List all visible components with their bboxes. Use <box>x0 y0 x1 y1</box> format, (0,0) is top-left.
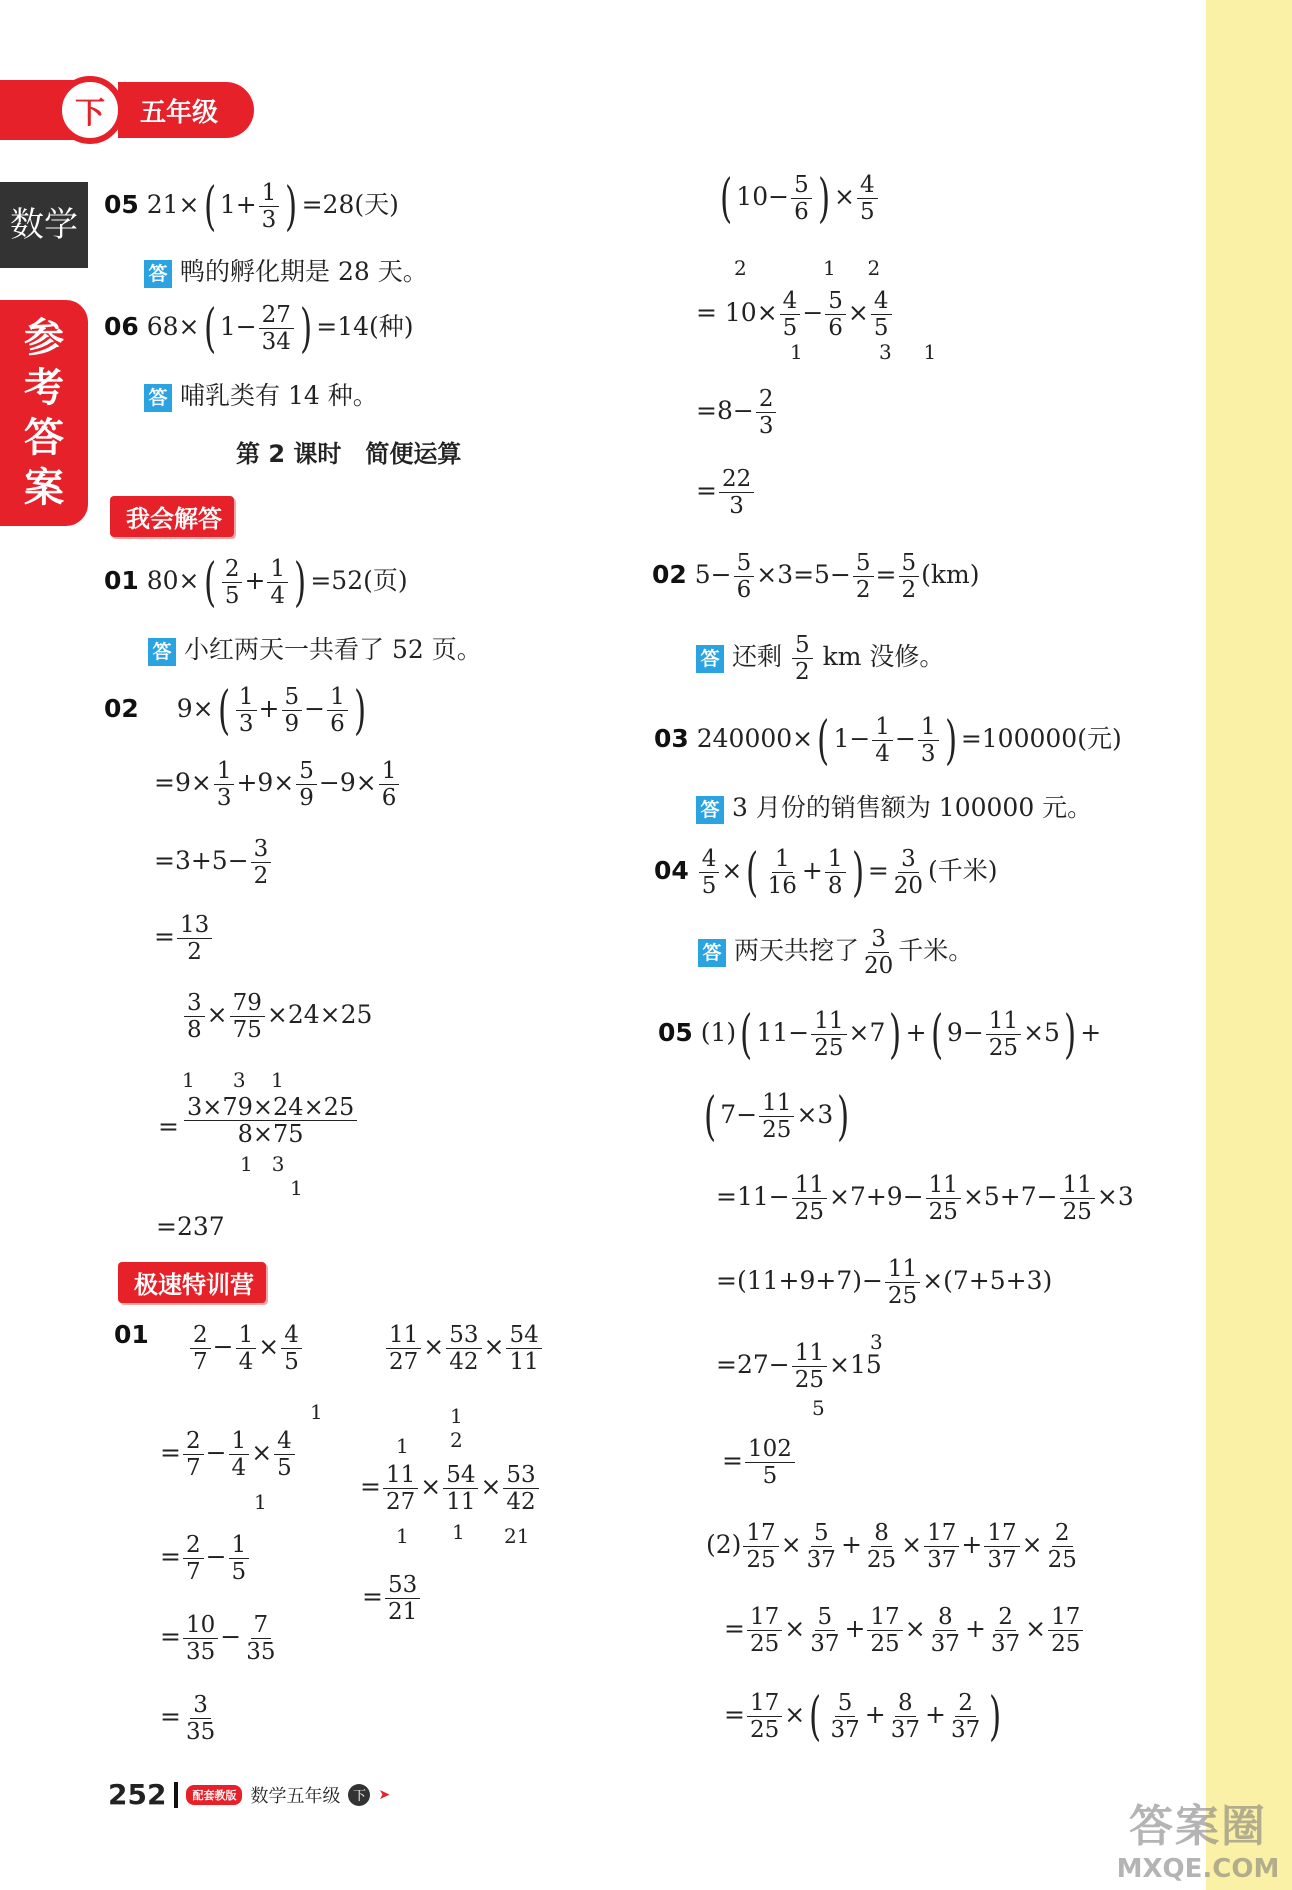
expr-text: (千米) <box>928 856 998 885</box>
right-q05-p2-line3: = $\frac{17}{25}$ ×( $\frac{5}{37}$ + $\frac{8}{37}$ + $\frac{2}{37}$ ) <box>724 1686 1002 1747</box>
fraction: $\frac{11}{25}$ <box>792 1340 827 1393</box>
answer-icon: 答 <box>144 384 172 412</box>
subject-side-label <box>0 182 88 268</box>
fraction: $\frac{3}{35}$ <box>185 1692 216 1745</box>
expr-text: ×24×25 <box>266 1000 373 1029</box>
fraction: $\frac{17}{25}$ <box>747 1604 782 1657</box>
fraction: $\frac{17}{25}$ <box>1048 1604 1083 1657</box>
fraction: $\frac{3}{2}$ <box>251 836 272 889</box>
right-q03-answer <box>696 788 1092 824</box>
s1-q01-answer <box>148 630 482 666</box>
question-number: 04 <box>654 856 689 885</box>
fraction: $\frac{17}{37}$ <box>984 1520 1019 1573</box>
section-badge-training: 极速特训营 <box>118 1262 266 1303</box>
s1-q02-line6 <box>182 1094 359 1147</box>
page-footer <box>108 1778 390 1811</box>
fraction: $\frac{1}{3}$ <box>214 758 235 811</box>
expr-text: 1− <box>833 724 871 753</box>
expr-text: ×7 <box>848 1018 886 1047</box>
fraction: $\frac{17}{25}$ <box>867 1604 902 1657</box>
fraction: $\frac{3}{20}$ <box>864 926 894 979</box>
expr-text: 240000× <box>696 724 814 753</box>
cancel-mark: 1 <box>450 1404 463 1428</box>
fraction: $\frac{1}{3}$ <box>259 180 280 233</box>
grade-label: 五年级 <box>118 82 254 138</box>
fraction: $\frac{4}{5}$ <box>699 846 720 899</box>
fraction: $\frac{1}{3}$ <box>918 714 939 767</box>
fraction: $\frac{27}{34}$ <box>259 302 294 355</box>
s2-q01a-line4: = $\frac{10}{35}$ − $\frac{7}{35}$ <box>160 1612 280 1665</box>
expr-text: 68× <box>146 312 200 341</box>
expr-text: =52(页) <box>310 566 408 595</box>
expr-text: = <box>722 1446 743 1475</box>
expr-text: 9− <box>946 1018 984 1047</box>
left-q05-expression: 05 21×( 1+ $\frac{1}{3}$ ) =28(天) <box>104 176 399 237</box>
s2-q01b-line3: = $\frac{53}{21}$ <box>362 1572 422 1625</box>
fraction: $\frac{5}{6}$ <box>791 172 812 225</box>
fraction: $\frac{1}{5}$ <box>229 1532 250 1585</box>
expr-text: 11− <box>756 1018 810 1047</box>
right-q05-p1-line1: 05 (1)( 11− $\frac{11}{25}$ ×7) +( 9− $\frac{11}{25}$ ×5) + <box>658 1004 1102 1065</box>
expr-text: × <box>829 1350 850 1379</box>
fraction: $\frac{8}{37}$ <box>890 1690 920 1743</box>
fraction: $\frac{13}{2}$ <box>177 912 212 965</box>
fraction: $\frac{2}{37}$ <box>950 1690 981 1743</box>
fraction: $\frac{7}{35}$ <box>246 1612 276 1665</box>
answer-text: 两天共挖了 <box>734 936 860 965</box>
s1-q02-line6-eq: = <box>158 1112 179 1141</box>
s1-q02-line3 <box>154 836 273 889</box>
expr-text: =11− <box>716 1182 790 1211</box>
fraction: $\frac{11}{25}$ <box>986 1008 1021 1061</box>
expr-text: ×5+7− <box>962 1182 1058 1211</box>
fraction: $\frac{11}{25}$ <box>792 1172 827 1225</box>
fraction: $\frac{8}{37}$ <box>930 1604 960 1657</box>
answer-text: 千米。 <box>898 936 974 965</box>
arrow-icon: ➤ <box>378 1786 391 1803</box>
expr-text: (km) <box>921 560 980 589</box>
expr-text: =28(天) <box>301 190 399 219</box>
right-q02-expression <box>652 550 980 603</box>
expr-text: 21× <box>146 190 200 219</box>
left-q06-answer <box>144 376 378 412</box>
answer-text: 鸭的孵化期是 28 天。 <box>180 257 428 286</box>
fraction: $\frac{11}{25}$ <box>811 1008 846 1061</box>
fraction: $\frac{5}{9}$ <box>296 758 317 811</box>
question-number: 05 <box>104 190 139 219</box>
s2-q01a-line3: = $\frac{2}{7}$ − $\frac{1}{5}$ <box>160 1532 251 1585</box>
fraction: $\frac{5}{37}$ <box>806 1520 836 1573</box>
volume-badge: 下 <box>56 76 124 144</box>
right-q05-p1-line3 <box>716 1172 1134 1225</box>
expr-text: ×3 <box>796 1100 834 1129</box>
expr-text: + <box>244 566 266 595</box>
expr-text: + <box>905 1018 927 1047</box>
expr-text: ×3 <box>1096 1182 1134 1211</box>
expr-text: 10 <box>724 298 757 327</box>
expr-text: 15 <box>849 1350 882 1379</box>
expr-text: =3+5− <box>154 846 249 875</box>
fraction: $\frac{5}{2}$ <box>853 550 874 603</box>
fraction: $\frac{11}{25}$ <box>759 1090 794 1143</box>
expr-text: +9× <box>236 768 295 797</box>
fraction: $\frac{10}{35}$ <box>183 1612 218 1665</box>
question-number: 02 <box>104 694 139 723</box>
expr-text: 1− <box>219 312 257 341</box>
watermark-url: MXQE.COM <box>1116 1854 1280 1884</box>
answer-icon: 答 <box>696 645 724 673</box>
fraction: $\frac{2}{25}$ <box>1047 1520 1077 1573</box>
question-number: 03 <box>654 724 689 753</box>
expr-text: + <box>1080 1018 1102 1047</box>
left-q06-expression: 06 68×( 1− $\frac{27}{34}$ ) =14(种) <box>104 298 414 359</box>
fraction: $\frac{5}{6}$ <box>734 550 755 603</box>
s2-q01b-line2: = $\frac{11}{27}$ × $\frac{54}{11}$ × $\frac{53}{42}$ <box>360 1462 541 1515</box>
divider <box>174 1782 178 1808</box>
fraction: $\frac{5}{6}$ <box>825 288 846 341</box>
question-number: 01 <box>114 1320 149 1349</box>
fraction: $\frac{1}{4}$ <box>236 1322 257 1375</box>
cancel-marks-bottom2: 1 <box>290 1176 303 1200</box>
fraction: $\frac{53}{21}$ <box>385 1572 420 1625</box>
answer-text: 3 月份的销售额为 100000 元。 <box>732 793 1093 822</box>
yellow-margin-strip <box>1206 0 1292 1890</box>
expr-text: =27− <box>716 1350 790 1379</box>
fraction: $\frac{1}{6}$ <box>327 684 348 737</box>
answer-icon: 答 <box>698 939 726 967</box>
watermark-logo: 答案圈 <box>1129 1801 1267 1852</box>
cancel-mark: 2 <box>450 1428 463 1452</box>
fraction: $\frac{1}{4}$ <box>229 1428 250 1481</box>
s2-q01a-line5: = $\frac{3}{35}$ <box>160 1692 220 1745</box>
fraction: $\frac{4}{5}$ <box>857 172 878 225</box>
fraction: $\frac{1}{6}$ <box>379 758 400 811</box>
expr-text: ×5 <box>1023 1018 1060 1047</box>
fraction: $\frac{2}{7}$ <box>183 1532 204 1585</box>
fraction: $\frac{2}{7}$ <box>183 1428 204 1481</box>
expr-text: =9× <box>154 768 212 797</box>
answer-text: km 没修。 <box>822 642 945 671</box>
fraction: $\frac{17}{37}$ <box>924 1520 959 1573</box>
right-q05-p2-line1: (2) $\frac{17}{25}$ × $\frac{5}{37}$ + $\frac{8}{25}$ × $\frac{17}{37}$ + $\frac{17}{37}$ × $\frac{2}{25}$ <box>706 1520 1082 1573</box>
r-line3 <box>696 466 756 519</box>
r-line2 <box>696 386 778 439</box>
fraction: $\frac{102}{5}$ <box>745 1436 795 1489</box>
fraction: $\frac{3}{20}$ <box>893 846 924 899</box>
cancel-mark: 1 <box>254 1490 267 1514</box>
answer-text: 小红两天一共看了 52 页。 <box>184 635 482 664</box>
r-line0: ( 10− $\frac{5}{6}$ ) × $\frac{4}{5}$ <box>716 172 880 225</box>
expr-text: −9× <box>318 768 377 797</box>
s2-q01b-line1: $\frac{11}{27}$ × $\frac{53}{42}$ × $\frac{54}{11}$ <box>384 1322 544 1375</box>
fraction: $\frac{5}{37}$ <box>810 1604 840 1657</box>
right-q05-p1-line5 <box>716 1340 882 1393</box>
fraction: $\frac{3}{8}$ <box>184 990 205 1043</box>
fraction: $\frac{79}{75}$ <box>230 990 265 1043</box>
expr-text: (1) <box>700 1018 737 1047</box>
expr-text: 80× <box>146 566 200 595</box>
s1-q02-line5: $\frac{3}{8}$ × $\frac{79}{75}$ ×24×25 <box>182 990 372 1043</box>
s2-q01a-line2: = $\frac{2}{7}$ − $\frac{1}{4}$ × $\frac{4}{5}$ <box>160 1428 297 1481</box>
s2-q01a-line1: $\frac{2}{7}$ − $\frac{1}{4}$ × $\frac{4}{5}$ <box>188 1322 304 1375</box>
right-q05-p2-line2: = $\frac{17}{25}$ × $\frac{5}{37}$ + $\frac{17}{25}$ × $\frac{8}{37}$ + $\frac{2}{37}$ × $\frac{17}{25}$ <box>724 1604 1085 1657</box>
fraction: $\frac{2}{7}$ <box>190 1322 211 1375</box>
expr-text: = <box>696 476 717 505</box>
expr-text: × <box>834 182 855 211</box>
expr-text: − <box>894 724 916 753</box>
fraction: $\frac{4}{5}$ <box>281 1322 302 1375</box>
side-char: 案 <box>24 465 64 511</box>
expr-text: =14(种) <box>316 312 414 341</box>
expr-text: = <box>154 922 175 951</box>
expr-text: =100000(元) <box>960 724 1122 753</box>
fraction: $\frac{4}{5}$ <box>274 1428 295 1481</box>
expr-text: + <box>801 856 823 885</box>
section-badge-answer: 我会解答 <box>110 496 234 537</box>
lesson-title: 第 2 课时 简便运算 <box>236 440 462 468</box>
s1-q01-expression: 01 80×( $\frac{2}{5}$ + $\frac{1}{4}$ ) =52(页) <box>104 552 408 613</box>
cancel-mark: 1 <box>396 1434 409 1458</box>
expr-text: 10− <box>736 182 790 211</box>
fraction: $\frac{8}{25}$ <box>866 1520 897 1573</box>
fraction: $\frac{53}{42}$ <box>503 1462 538 1515</box>
question-number: 01 <box>104 566 139 595</box>
cancel-marks-bottom: 1 3 <box>240 1152 285 1176</box>
fraction: $\frac{11}{27}$ <box>386 1322 421 1375</box>
s1-q02-line1: 02 9×( $\frac{1}{3}$ + $\frac{5}{9}$ − $\frac{1}{6}$ ) <box>104 680 366 741</box>
left-q05-answer <box>144 252 428 288</box>
expr-text: = <box>696 298 717 327</box>
side-char: 考 <box>24 365 64 411</box>
reference-answers-side-tab <box>0 300 88 526</box>
fraction: $\frac{54}{11}$ <box>506 1322 541 1375</box>
subject-text: 数学 <box>10 205 78 245</box>
expr-text: 5− <box>694 560 732 589</box>
cancel-mark: 1 <box>396 1524 409 1548</box>
expr-text: ×(7+5+3) <box>922 1266 1053 1295</box>
expr-text: ×3=5− <box>756 560 851 589</box>
fraction: $\frac{1}{4}$ <box>872 714 893 767</box>
cancel-mark: 21 <box>504 1524 530 1548</box>
fraction: $\frac{17}{25}$ <box>743 1520 778 1573</box>
expr-text: = <box>875 560 897 589</box>
cancel-mark: 1 <box>310 1400 323 1424</box>
fraction: $\frac{3\times 79\times 24\times 25}{8\times 75}$ <box>184 1094 357 1147</box>
book-title: 数学五年级 <box>250 1785 341 1807</box>
side-char: 答 <box>24 415 64 461</box>
fraction: $\frac{2}{5}$ <box>222 556 243 609</box>
fraction: $\frac{1}{16}$ <box>767 846 797 899</box>
fraction: $\frac{2}{37}$ <box>990 1604 1021 1657</box>
expr-text: =8− <box>696 396 754 425</box>
fraction: $\frac{53}{42}$ <box>446 1322 481 1375</box>
answer-icon: 答 <box>148 638 176 666</box>
s1-q02-result: =237 <box>156 1212 225 1241</box>
brand-logo: 配套教版 <box>186 1785 242 1805</box>
fraction: $\frac{2}{3}$ <box>756 386 777 439</box>
cancel-mark: 3 <box>870 1330 883 1354</box>
expr-text: (2) <box>706 1530 742 1559</box>
expr-text: ×7+9− <box>829 1182 924 1211</box>
answer-icon: 答 <box>696 796 724 824</box>
cancel-marks-top: 2 1 2 <box>734 256 881 280</box>
right-q05-p1-line6 <box>722 1436 797 1489</box>
fraction: $\frac{22}{3}$ <box>719 466 754 519</box>
expr-text: = <box>867 856 889 885</box>
cancel-mark: 5 <box>812 1396 825 1420</box>
fraction: $\frac{5}{2}$ <box>899 550 920 603</box>
right-q04-answer <box>698 926 973 979</box>
fraction: $\frac{1}{3}$ <box>236 684 257 737</box>
answer-icon: 答 <box>144 260 172 288</box>
fraction: $\frac{5}{37}$ <box>830 1690 860 1743</box>
right-q05-p1-line2: ( 7− $\frac{11}{25}$ ×3) <box>704 1086 850 1147</box>
question-number: 06 <box>104 312 139 341</box>
s1-q02-line2 <box>154 758 401 811</box>
answer-text: 哺乳类有 14 种。 <box>180 381 378 410</box>
fraction: $\frac{5}{2}$ <box>792 632 813 685</box>
fraction: $\frac{54}{11}$ <box>443 1462 478 1515</box>
answer-text: 还剩 <box>732 642 783 671</box>
right-q02-answer <box>696 632 944 685</box>
fraction: $\frac{5}{9}$ <box>282 684 303 737</box>
right-q04-expression: 04 $\frac{4}{5}$ ×( $\frac{1}{16}$ + $\frac{1}{8}$ ) = $\frac{3}{20}$ (千米) <box>654 842 998 903</box>
fraction: $\frac{4}{5}$ <box>871 288 892 341</box>
fraction: $\frac{11}{25}$ <box>885 1256 920 1309</box>
cancel-marks-top: 1 3 1 <box>182 1068 284 1092</box>
question-number: 05 <box>658 1018 693 1047</box>
side-char: 参 <box>24 315 64 361</box>
question-number: 02 <box>652 560 687 589</box>
right-q05-p1-line4 <box>716 1256 1052 1309</box>
s1-q02-line4 <box>154 912 214 965</box>
fraction: $\frac{11}{25}$ <box>1060 1172 1095 1225</box>
volume-mark: 下 <box>348 1784 370 1806</box>
fraction: $\frac{1}{8}$ <box>825 846 846 899</box>
expr-text: =(11+9+7)− <box>716 1266 883 1295</box>
page-number: 252 <box>108 1778 167 1811</box>
expr-text: 9× <box>176 694 214 723</box>
right-q03-expression: 03 240000×( 1− $\frac{1}{4}$ − $\frac{1}{3}$ ) =100000(元) <box>654 710 1122 771</box>
fraction: $\frac{11}{27}$ <box>383 1462 418 1515</box>
fraction: $\frac{4}{5}$ <box>780 288 801 341</box>
cancel-marks-bottom: 1 3 1 <box>790 340 937 364</box>
expr-text: × <box>721 856 743 885</box>
expr-text: 1+ <box>219 190 257 219</box>
fraction: $\frac{17}{25}$ <box>747 1690 782 1743</box>
r-line1: = 10× $\frac{4}{5}$ − $\frac{5}{6}$ × $\frac{4}{5}$ <box>696 288 894 341</box>
fraction: $\frac{11}{25}$ <box>926 1172 961 1225</box>
fraction: $\frac{1}{4}$ <box>267 556 288 609</box>
cancel-mark: 1 <box>452 1520 465 1544</box>
watermark <box>1110 1790 1286 1884</box>
expr-text: 7− <box>720 1100 758 1129</box>
